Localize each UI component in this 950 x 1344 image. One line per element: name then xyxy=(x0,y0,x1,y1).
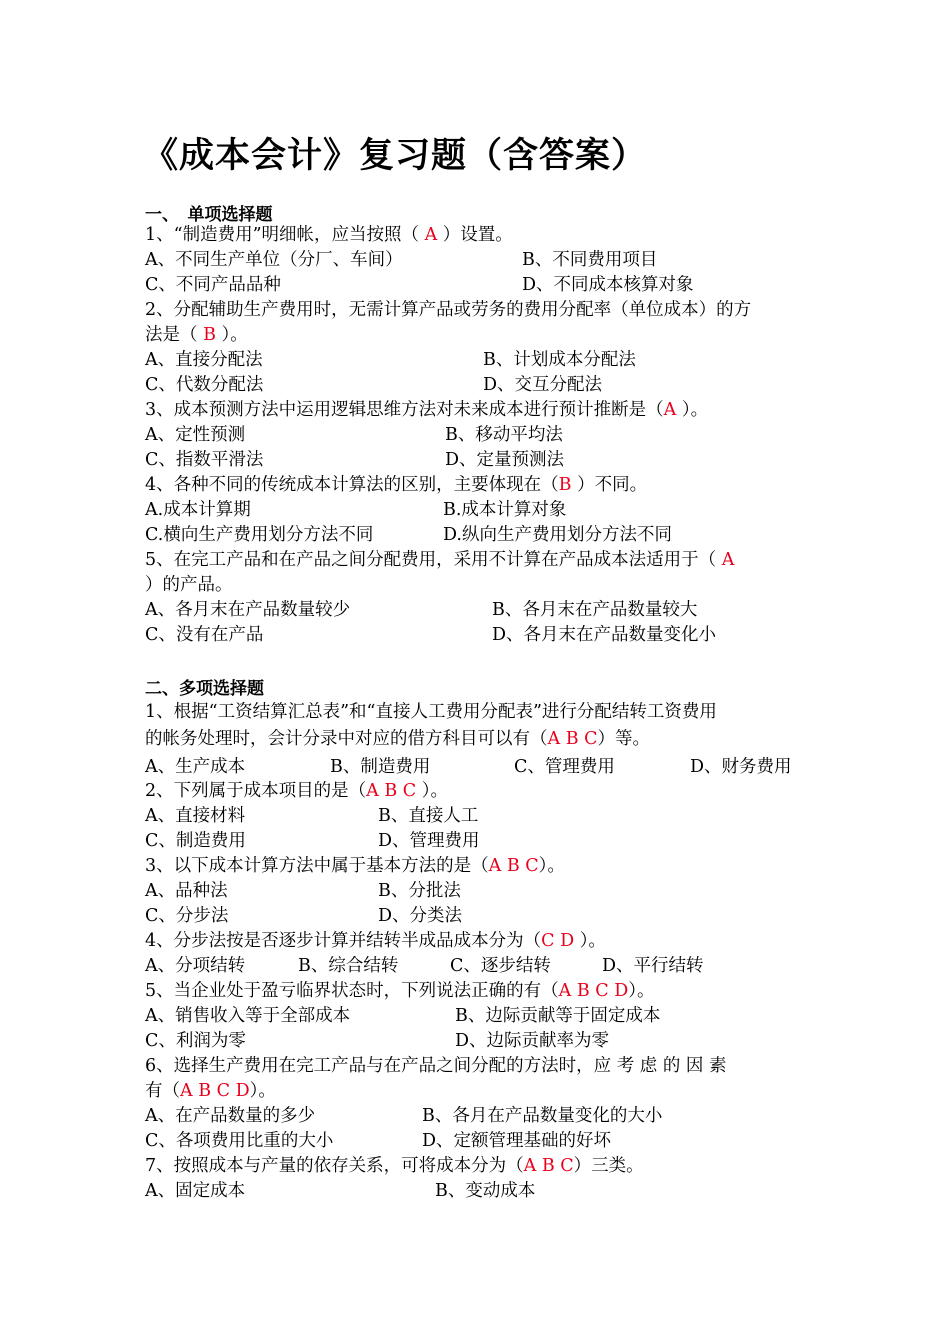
answer: A B C D xyxy=(558,981,629,1001)
option-d: D、定量预测法 xyxy=(445,450,565,470)
option-b: B、各月在产品数量变化的大小 xyxy=(422,1106,663,1126)
answer: A B C xyxy=(488,856,539,876)
option-b: B、各月末在产品数量较大 xyxy=(492,600,698,620)
answer: A B C xyxy=(523,1156,574,1176)
question-text-cont: 法是（ B ）。 xyxy=(145,325,248,345)
question-text: 3、成本预测方法中运用逻辑思维方法对未来成本进行预计推断是（A ）。 xyxy=(145,400,709,420)
option-a: A、固定成本 xyxy=(145,1181,246,1201)
question-text: 1、根据“工资结算汇总表”和“直接人工费用分配表”进行分配结转工资费用 xyxy=(145,702,717,722)
option-d: D、各月末在产品数量变化小 xyxy=(492,625,717,645)
answer: A xyxy=(424,225,438,245)
option-d: D、定额管理基础的好坏 xyxy=(422,1131,612,1151)
option-a: A、直接分配法 xyxy=(145,350,263,370)
option-b: B、直接人工 xyxy=(378,806,479,826)
question-text: 5、在完工产品和在产品之间分配费用，采用不计算在产品成本法适用于（ A xyxy=(145,550,735,570)
question-text: 7、按照成本与产量的依存关系，可将成本分为（A B C）三类。 xyxy=(145,1156,644,1176)
option-a: A、定性预测 xyxy=(145,425,246,445)
option-d: D、不同成本核算对象 xyxy=(522,275,694,295)
option-c: C、逐步结转 xyxy=(450,956,551,976)
option-d: D、财务费用 xyxy=(690,757,792,777)
option-c: C、利润为零 xyxy=(145,1031,246,1051)
answer: A xyxy=(721,550,735,570)
answer: A xyxy=(663,400,677,420)
answer: A B C xyxy=(547,729,598,749)
option-d: D、分类法 xyxy=(378,906,463,926)
option-a: A、销售收入等于全部成本 xyxy=(145,1006,351,1026)
option-b: B、综合结转 xyxy=(298,956,399,976)
option-c: C.横向生产费用划分方法不同 xyxy=(145,525,374,545)
question-text: 4、各种不同的传统成本计算法的区别，主要体现在（B ）不同。 xyxy=(145,475,648,495)
answer: B xyxy=(558,475,572,495)
answer: C D xyxy=(541,931,580,951)
option-b: B、移动平均法 xyxy=(445,425,563,445)
option-a: A、不同生产单位（分厂、车间） xyxy=(145,250,403,270)
question-text-cont: 的帐务处理时，会计分录中对应的借方科目可以有（A B C）等。 xyxy=(145,729,651,749)
option-d: D、平行结转 xyxy=(602,956,704,976)
option-c: C、指数平滑法 xyxy=(145,450,264,470)
option-a: A、分项结转 xyxy=(145,956,246,976)
question-text-cont: 有（A B C D）。 xyxy=(145,1081,276,1101)
option-a: A、在产品数量的多少 xyxy=(145,1106,316,1126)
answer: B xyxy=(203,325,216,345)
option-d: D.纵向生产费用划分方法不同 xyxy=(443,525,672,545)
question-text: 6、选择生产费用在完工产品与在产品之间分配的方法时，应 考 虑 的 因 素 xyxy=(145,1056,727,1076)
question-text-cont: ）的产品。 xyxy=(145,575,233,595)
option-a: A、生产成本 xyxy=(145,757,246,777)
option-d: D、边际贡献率为零 xyxy=(455,1031,610,1051)
option-c: C、不同产品品种 xyxy=(145,275,281,295)
option-a: A、直接材料 xyxy=(145,806,246,826)
option-c: C、没有在产品 xyxy=(145,625,264,645)
question-text: 3、以下成本计算方法中属于基本方法的是（A B C）。 xyxy=(145,856,565,876)
option-b: B、分批法 xyxy=(378,881,461,901)
option-a: A、品种法 xyxy=(145,881,228,901)
option-b: B、不同费用项目 xyxy=(522,250,658,270)
document-title: 《成本会计》复习题（含答案） xyxy=(143,136,648,176)
section-heading-single-choice: 一、 单项选择题 xyxy=(145,205,273,225)
section-heading-multiple-choice: 二、多项选择题 xyxy=(145,679,264,699)
option-b: B、边际贡献等于固定成本 xyxy=(455,1006,661,1026)
answer: A B C D xyxy=(180,1081,250,1101)
option-c: C、代数分配法 xyxy=(145,375,264,395)
option-a: A.成本计算期 xyxy=(145,500,251,520)
option-d: D、管理费用 xyxy=(378,831,480,851)
option-b: B、变动成本 xyxy=(435,1181,536,1201)
option-c: C、管理费用 xyxy=(514,757,615,777)
question-text: 2、分配辅助生产费用时，无需计算产品或劳务的费用分配率（单位成本）的方 xyxy=(145,300,752,320)
question-text: 2、下列属于成本项目的是（A B C ）。 xyxy=(145,781,448,801)
option-a: A、各月末在产品数量较少 xyxy=(145,600,351,620)
option-c: C、制造费用 xyxy=(145,831,246,851)
question-text: 5、当企业处于盈亏临界状态时，下列说法正确的有（A B C D）。 xyxy=(145,981,655,1001)
answer: A B C xyxy=(366,781,422,801)
option-d: D、交互分配法 xyxy=(483,375,603,395)
option-b: B、计划成本分配法 xyxy=(483,350,636,370)
question-text: 1、“制造费用”明细帐，应当按照（ A ）设置。 xyxy=(145,225,513,245)
option-c: C、各项费用比重的大小 xyxy=(145,1131,334,1151)
option-b: B、制造费用 xyxy=(330,757,431,777)
question-text: 4、分步法按是否逐步计算并结转半成品成本分为（C D ）。 xyxy=(145,931,606,951)
option-c: C、分步法 xyxy=(145,906,229,926)
option-b: B.成本计算对象 xyxy=(443,500,567,520)
